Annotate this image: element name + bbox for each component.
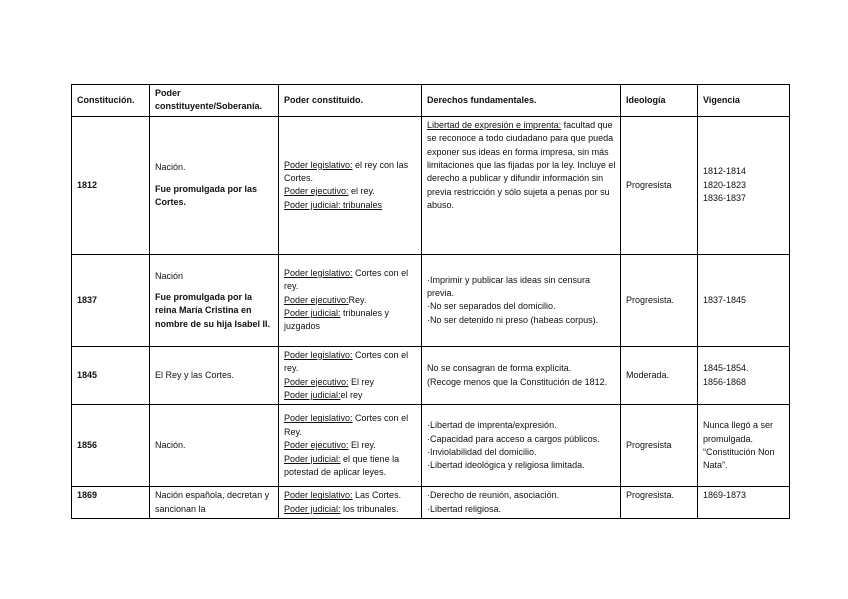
header-row [72, 85, 790, 117]
right-item: ·Derecho de reunión, asociación. [427, 490, 560, 501]
row-ideology: Progresista [621, 116, 698, 254]
right-item: (Recoge menos que la Constitución de 1812. [427, 376, 608, 387]
row-year: 1837 [72, 254, 150, 346]
power-legislative: Poder legislativo: Cortes con el Rey. [284, 413, 409, 437]
row-validity: Nunca llegó a ser promulgada. “Constitución Non Nata”. [698, 405, 790, 487]
table-row [72, 346, 790, 405]
power-executive: Poder ejecutivo:Rey. [284, 294, 367, 305]
row-validity: 1837-1845 [698, 254, 790, 346]
right-item: ·Imprimir y publicar las ideas sin censura previa. [427, 274, 591, 298]
power-legislative: Poder legislativo: Cortes con el rey. [284, 267, 409, 292]
power-legislative: Poder legislativo: Cortes con el rey. [284, 349, 409, 374]
row-rights [422, 487, 621, 519]
row-powers [279, 254, 422, 346]
header-fundamental-rights: Derechos fundamentales. [422, 85, 621, 117]
power-executive: Poder ejecutivo: El rey. [284, 440, 376, 451]
row-sovereignty [150, 254, 279, 346]
power-legislative: Poder legislativo: Las Cortes. [284, 490, 402, 501]
row-sovereignty [150, 116, 279, 254]
row-validity: 1845-1854. 1856-1868 [698, 346, 790, 405]
row-powers [279, 346, 422, 405]
table-row [72, 405, 790, 487]
row-rights [422, 405, 621, 487]
sovereignty-text: Nación. [155, 440, 186, 451]
header-ideology: Ideología [621, 85, 698, 117]
header-constitution: Constitución. [72, 85, 150, 117]
sovereignty-note: Fue promulgada por la reina María Cristina en nombre de su hija Isabel II. [155, 291, 271, 329]
row-ideology: Moderada. [621, 346, 698, 405]
power-judicial: Poder judicial: los tribunales. [284, 503, 399, 514]
right-item: ·Libertad religiosa. [427, 503, 502, 514]
row-rights [422, 254, 621, 346]
row-year: 1812 [72, 116, 150, 254]
header-validity: Vigencia [698, 85, 790, 117]
row-powers [279, 487, 422, 519]
row-rights [422, 346, 621, 405]
power-judicial: Poder judicial: tribunales y juzgados [284, 308, 390, 332]
header-constituted-power: Poder constituido. [279, 85, 422, 117]
row-ideology: Progresista. [621, 487, 698, 519]
row-powers [279, 405, 422, 487]
power-executive: Poder ejecutivo: el rey. [284, 186, 375, 197]
power-legislative: Poder legislativo: el rey con las Cortes. [284, 159, 409, 183]
sovereignty-text: Nación española, decretan y sancionan la [155, 490, 270, 514]
row-ideology: Progresista. [621, 254, 698, 346]
right-item: ·Capacidad para acceso a cargos públicos. [427, 433, 600, 444]
rights-title: Libertad de expresión e imprenta: [427, 119, 562, 130]
row-sovereignty [150, 346, 279, 405]
power-executive: Poder ejecutivo: El rey [284, 376, 375, 387]
row-powers [279, 116, 422, 254]
row-sovereignty [150, 487, 279, 519]
right-item: ·No ser detenido ni preso (habeas corpus). [427, 314, 599, 325]
row-year: 1869 [72, 487, 150, 519]
sovereignty-text: Nación. [155, 162, 186, 173]
row-ideology: Progresista [621, 405, 698, 487]
sovereignty-text: Nación [155, 270, 184, 281]
sovereignty-text: El Rey y las Cortes. [155, 369, 235, 380]
row-validity: 1869-1873 [698, 487, 790, 519]
power-judicial: Poder judicial: el que tiene la potestad de aplicar leyes. [284, 453, 400, 478]
row-validity: 1812-1814 1820-1823 1836-1837 [698, 116, 790, 254]
right-item: No se consagran de forma explícita. [427, 363, 572, 374]
sovereignty-note: Fue promulgada por las Cortes. [155, 183, 258, 208]
header-sovereignty: Poder constituyente/Soberanía. [150, 85, 279, 117]
table-row [72, 254, 790, 346]
right-item: ·No ser separados del domicilio. [427, 301, 556, 312]
table-row [72, 116, 790, 254]
row-rights [422, 116, 621, 254]
table-row [72, 487, 790, 519]
row-year: 1856 [72, 405, 150, 487]
constitutions-table [71, 84, 790, 519]
right-item: ·Libertad ideológica y religiosa limitada. [427, 460, 585, 471]
power-judicial: Poder judicial:el rey [284, 390, 363, 401]
rights-body: facultad que se reconoce a todo ciudadano para que pueda exponer sus ideas en forma impresa, sin más limitaciones que las fijadas por la ley. Incluye el derecho a publicar y difundir información sin previa restricción y sólo sujeta a penas por su abuso. [427, 119, 616, 211]
power-judicial: Poder judicial: tribunales [284, 199, 383, 210]
right-item: ·Libertad de imprenta/expresión. [427, 420, 557, 431]
right-item: ·Inviolabilidad del domicilio. [427, 446, 537, 457]
row-sovereignty [150, 405, 279, 487]
row-year: 1845 [72, 346, 150, 405]
